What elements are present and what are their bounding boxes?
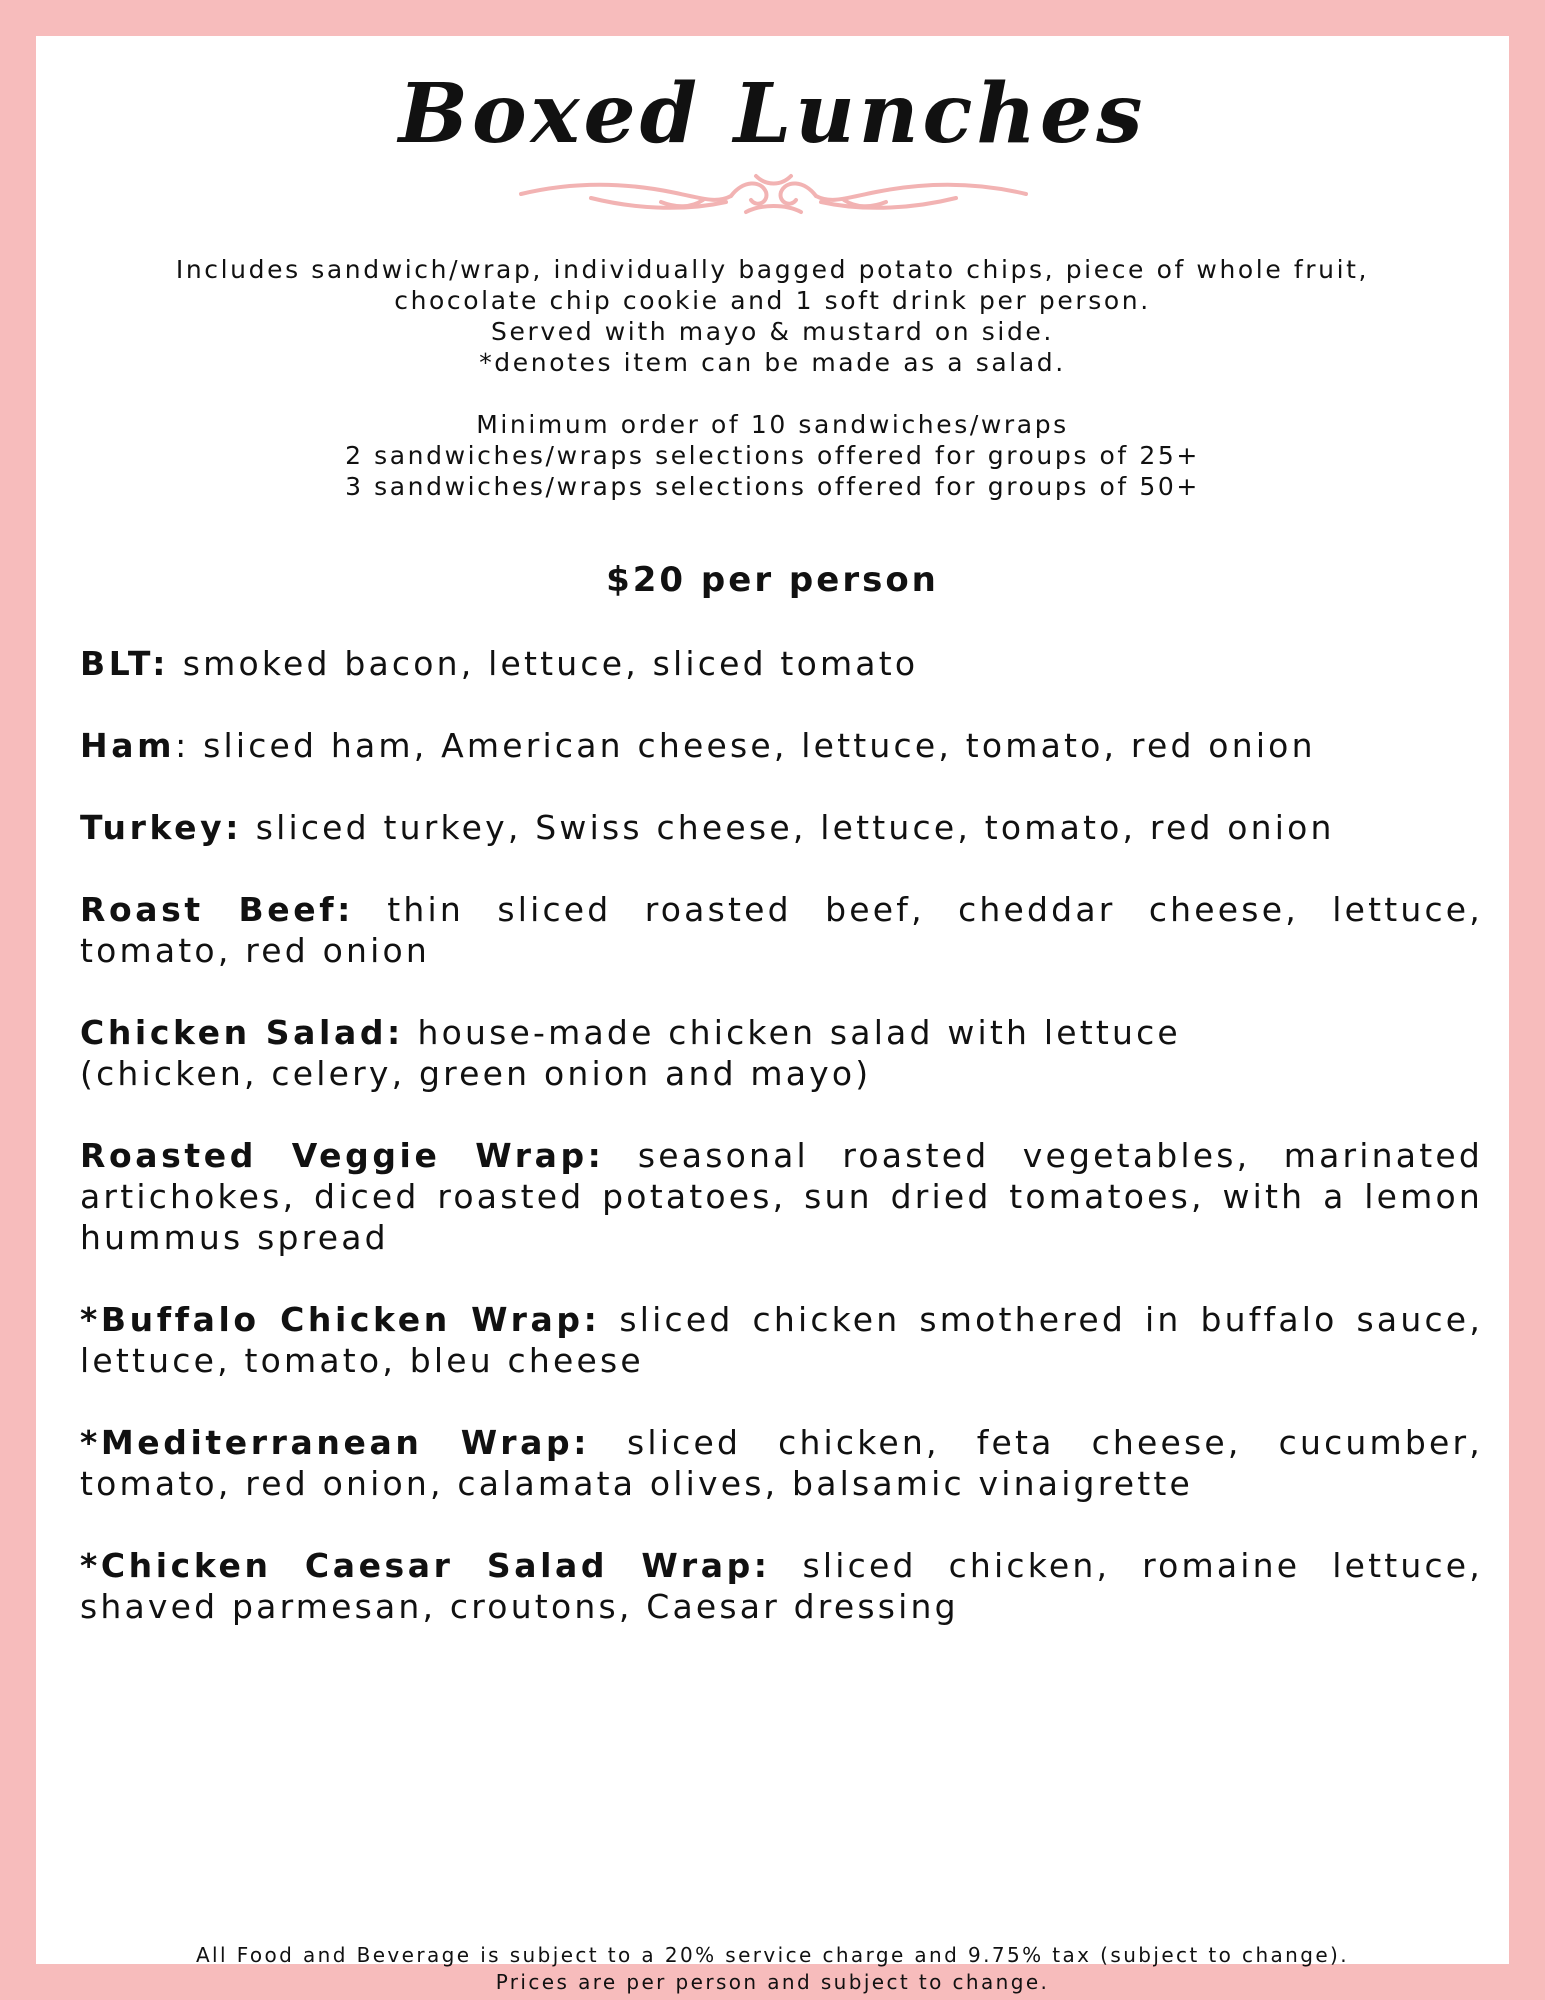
menu-page bbox=[36, 36, 1509, 1994]
decorative-flourish bbox=[511, 164, 1036, 220]
menu-item-roasted-veggie-wrap bbox=[80, 1135, 1483, 1258]
item-name: *Buffalo Chicken Wrap: bbox=[80, 1300, 601, 1339]
item-name: Turkey: bbox=[80, 808, 243, 847]
item-description: sliced chicken, feta cheese, cucumber, tomato, red onion, calamata olives, balsamic vinaigrette bbox=[80, 1423, 1483, 1503]
item-name: Roasted Veggie Wrap: bbox=[80, 1136, 605, 1175]
footer-line: All Food and Beverage is subject to a 20% service charge and 9.75% tax (subject to change). bbox=[195, 1943, 1350, 1967]
item-description: sliced turkey, Swiss cheese, lettuce, tomato, red onion bbox=[242, 808, 1335, 847]
item-name: *Chicken Caesar Salad Wrap: bbox=[80, 1546, 771, 1585]
item-name: *Mediterranean Wrap: bbox=[80, 1423, 590, 1462]
menu-item-chicken-caesar-wrap bbox=[80, 1545, 1483, 1627]
item-description: seasonal roasted vegetables, marinated artichokes, diced roasted potatoes, sun dried tomatoes, with a lemon hummus spread bbox=[80, 1136, 1484, 1257]
minimum-line: Minimum order of 10 sandwiches/wraps bbox=[476, 410, 1069, 439]
item-name: Roast Beef: bbox=[80, 890, 354, 929]
item-description: thin sliced roasted beef, cheddar cheese, lettuce, tomato, red onion bbox=[80, 890, 1483, 970]
item-description: : sliced ham, American cheese, lettuce, tomato, red onion bbox=[175, 726, 1316, 765]
item-description: smoked bacon, lettuce, sliced tomato bbox=[169, 644, 919, 683]
intro-line: Includes sandwich/wrap, individually bagged potato chips, piece of whole fruit, bbox=[175, 255, 1370, 284]
intro-block bbox=[36, 254, 1509, 502]
menu-item-turkey bbox=[80, 807, 1483, 848]
minimum-line: 2 sandwiches/wraps selections offered for groups of 25+ bbox=[345, 441, 1200, 470]
footer-line: Prices are per person and subject to change. bbox=[495, 1970, 1050, 1994]
intro-line: chocolate chip cookie and 1 soft drink per person. bbox=[394, 286, 1151, 315]
menu-item-mediterranean-wrap bbox=[80, 1422, 1483, 1504]
item-description: sliced chicken, romaine lettuce, shaved parmesan, croutons, Caesar dressing bbox=[80, 1546, 1484, 1626]
footer-note bbox=[36, 1942, 1509, 1996]
menu-item-chicken-salad bbox=[80, 1012, 1483, 1094]
menu-item-roast-beef bbox=[80, 889, 1483, 971]
item-description: sliced chicken smothered in buffalo sauce, lettuce, tomato, bleu cheese bbox=[80, 1300, 1484, 1380]
menu-items bbox=[80, 643, 1483, 1668]
minimum-line: 3 sandwiches/wraps selections offered for groups of 50+ bbox=[345, 472, 1200, 501]
spacer bbox=[36, 378, 1509, 409]
price-heading: $20 per person bbox=[606, 560, 939, 600]
item-name: BLT: bbox=[80, 644, 170, 683]
page-title: Boxed Lunches bbox=[398, 66, 1147, 162]
menu-item-ham bbox=[80, 725, 1483, 766]
item-name: Ham bbox=[80, 726, 176, 765]
item-description-note: (chicken, celery, green onion and mayo) bbox=[80, 1054, 872, 1093]
intro-line: *denotes item can be made as a salad. bbox=[479, 348, 1066, 377]
menu-item-blt bbox=[80, 643, 1483, 684]
intro-line: Served with mayo & mustard on side. bbox=[491, 317, 1054, 346]
menu-item-buffalo-chicken-wrap bbox=[80, 1299, 1483, 1381]
item-name: Chicken Salad: bbox=[80, 1013, 404, 1052]
item-description: house-made chicken salad with lettuce bbox=[403, 1013, 1181, 1052]
